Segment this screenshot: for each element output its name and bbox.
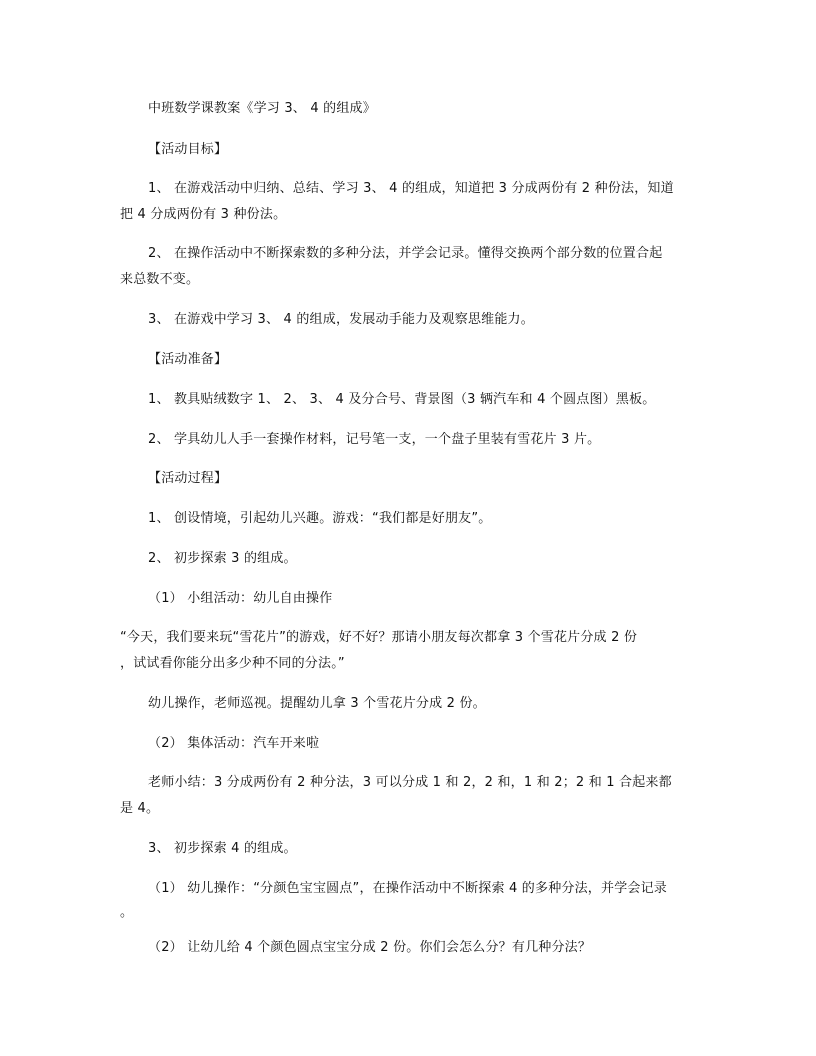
paragraph-line: （1） 小组活动：幼儿自由操作	[148, 591, 333, 606]
paragraph-line: 2、 在操作活动中不断探索数的多种分法，并学会记录。懂得交换两个部分数的位置合起	[148, 246, 663, 261]
paragraph-line: 把 4 分成两份有 3 种份法。	[120, 207, 287, 222]
paragraph-line: （2） 集体活动：汽车开来啦	[148, 736, 320, 751]
paragraph-line: 。	[120, 905, 134, 920]
paragraph-line: 是 4。	[120, 801, 160, 816]
paragraph-line: 2、 初步探索 3 的组成。	[148, 551, 297, 566]
section-heading-preparation: 【活动准备】	[148, 352, 228, 367]
paragraph-line: ，试试看你能分出多少种不同的分法。”	[120, 656, 345, 671]
section-heading-goals: 【活动目标】	[148, 142, 228, 157]
paragraph-line: 来总数不变。	[120, 272, 200, 287]
paragraph-line: “今天，我们要来玩“雪花片”的游戏，好不好？那请小朋友每次都拿 3 个雪花片分成 2 份	[120, 630, 638, 645]
paragraph-line: 3、 初步探索 4 的组成。	[148, 841, 297, 856]
paragraph-line: （2） 让幼儿给 4 个颜色圆点宝宝分成 2 份。你们会怎么分？有几种分法？	[148, 940, 592, 955]
paragraph-line: 1、 教具贴绒数字 1、 2、 3、 4 及分合号、背景图（3 辆汽车和 4 个圆点图）黑板。	[148, 392, 656, 407]
paragraph-line: 1、 在游戏活动中归纳、总结、学习 3、 4 的组成，知道把 3 分成两份有 2 种份法，知道	[148, 181, 674, 196]
document-title: 中班数学课教案《学习 3、 4 的组成》	[148, 101, 376, 116]
paragraph-line: 幼儿操作，老师巡视。提醒幼儿拿 3 个雪花片分成 2 份。	[148, 696, 486, 711]
paragraph-line: 3、 在游戏中学习 3、 4 的组成，发展动手能力及观察思维能力。	[148, 312, 534, 327]
paragraph-line: 老师小结：3 分成两份有 2 种分法，3 可以分成 1 和 2，2 和，1 和 2；2 和 1 合起来都	[148, 775, 672, 790]
paragraph-line: （1） 幼儿操作：“分颜色宝宝圆点”，在操作活动中不断探索 4 的多种分法，并学会记录	[148, 881, 668, 896]
paragraph-line: 1、 创设情境，引起幼儿兴趣。游戏：“我们都是好朋友”。	[148, 511, 492, 526]
paragraph-line: 2、 学具幼儿人手一套操作材料，记号笔一支，一个盘子里装有雪花片 3 片。	[148, 432, 601, 447]
section-heading-process: 【活动过程】	[148, 471, 228, 486]
